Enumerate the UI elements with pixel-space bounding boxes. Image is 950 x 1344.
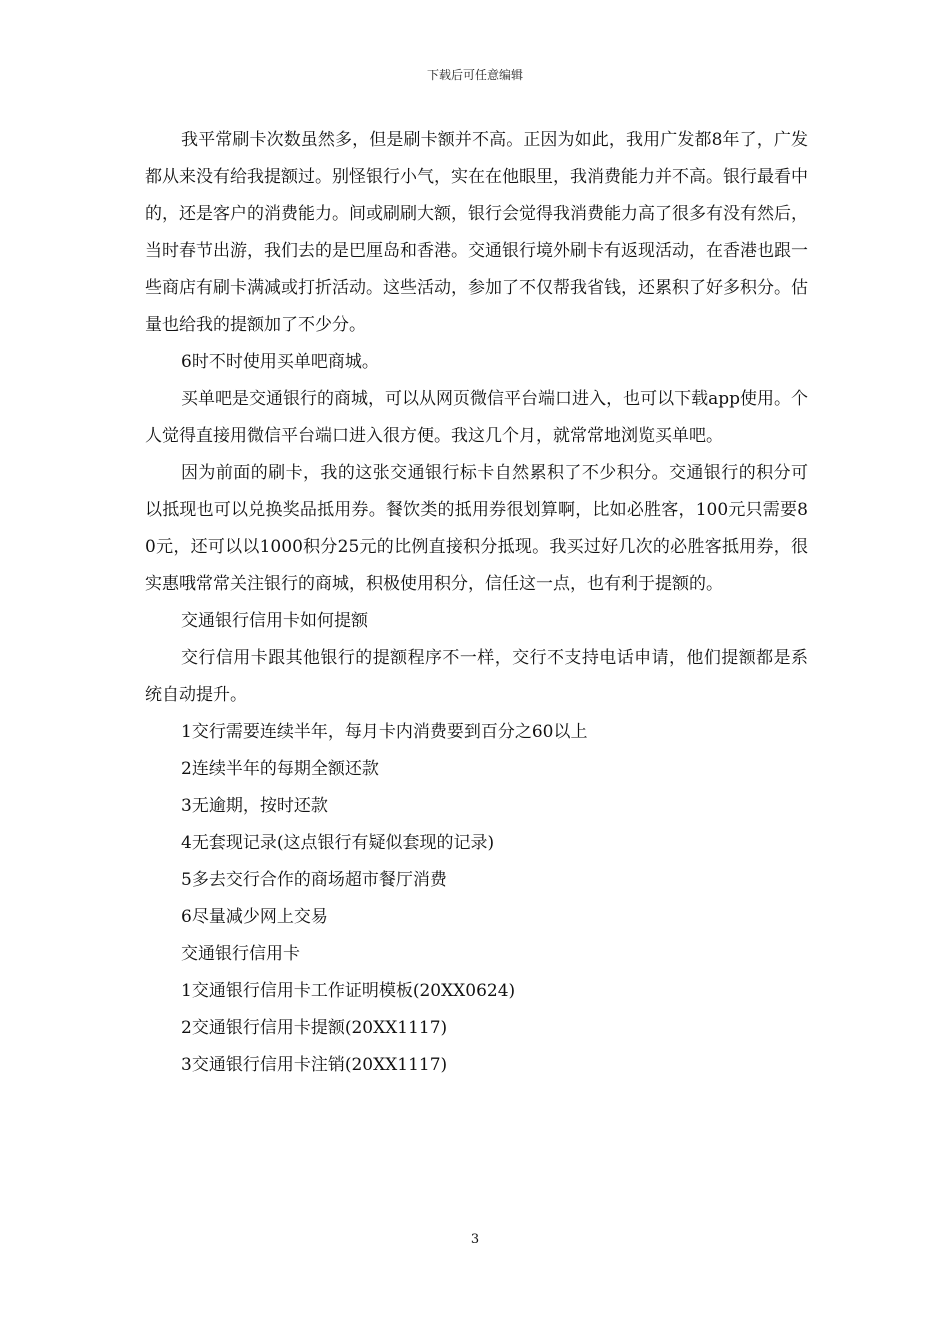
- body-text: [145, 122, 808, 1084]
- paragraph: 交行信用卡跟其他银行的提额程序不一样，交行不支持电话申请，他们提额都是系统自动提升。: [145, 648, 808, 705]
- list-item: 3交通银行信用卡注销(20XX1117): [181, 1055, 448, 1075]
- list-item: 1交行需要连续半年，每月卡内消费要到百分之60以上: [181, 722, 588, 742]
- paragraph: 6时不时使用买单吧商城。: [181, 352, 379, 372]
- section-heading: 交通银行信用卡如何提额: [181, 611, 368, 631]
- list-item: 2连续半年的每期全额还款: [181, 759, 379, 779]
- list-item: 1交通银行信用卡工作证明模板(20XX0624): [181, 981, 516, 1001]
- page-number: 3: [470, 1232, 480, 1247]
- paragraph: 买单吧是交通银行的商城，可以从网页微信平台端口进入，也可以下载app使用。个人觉得直接用微信平台端口进入很方便。我这几个月，就常常地浏览买单吧。: [145, 389, 808, 446]
- paragraph: 我平常刷卡次数虽然多，但是刷卡额并不高。正因为如此，我用广发都8年了，广发都从来没有给我提额过。别怪银行小气，实在在他眼里，我消费能力并不高。银行最看中的，还是客户的消费能力。间或刷刷大额，银行会觉得我消费能力高了很多有没有然后，当时春节出游，我们去的是巴厘岛和香港。交通银行境外刷卡有返现活动，在香港也跟一些商店有刷卡满减或打折活动。这些活动，参加了不仅帮我省钱，还累积了好多积分。估量也给我的提额加了不少分。: [145, 130, 808, 335]
- list-item: 6尽量减少网上交易: [181, 907, 328, 927]
- list-item: 3无逾期，按时还款: [181, 796, 328, 816]
- section-heading: 交通银行信用卡: [181, 944, 300, 964]
- page-header: 下载后可任意编辑: [426, 68, 523, 82]
- list-item: 2交通银行信用卡提额(20XX1117): [181, 1018, 448, 1038]
- paragraph: 因为前面的刷卡，我的这张交通银行标卡自然累积了不少积分。交通银行的积分可以抵现也可以兑换奖品抵用券。餐饮类的抵用券很划算啊，比如必胜客，100元只需要80元，还可以以1000积分25元的比例直接积分抵现。我买过好几次的必胜客抵用券，很实惠哦常常关注银行的商城，积极使用积分，信任这一点，也有利于提额的。: [145, 463, 808, 594]
- list-item: 4无套现记录(这点银行有疑似套现的记录): [181, 833, 495, 853]
- list-item: 5多去交行合作的商场超市餐厅消费: [181, 870, 447, 890]
